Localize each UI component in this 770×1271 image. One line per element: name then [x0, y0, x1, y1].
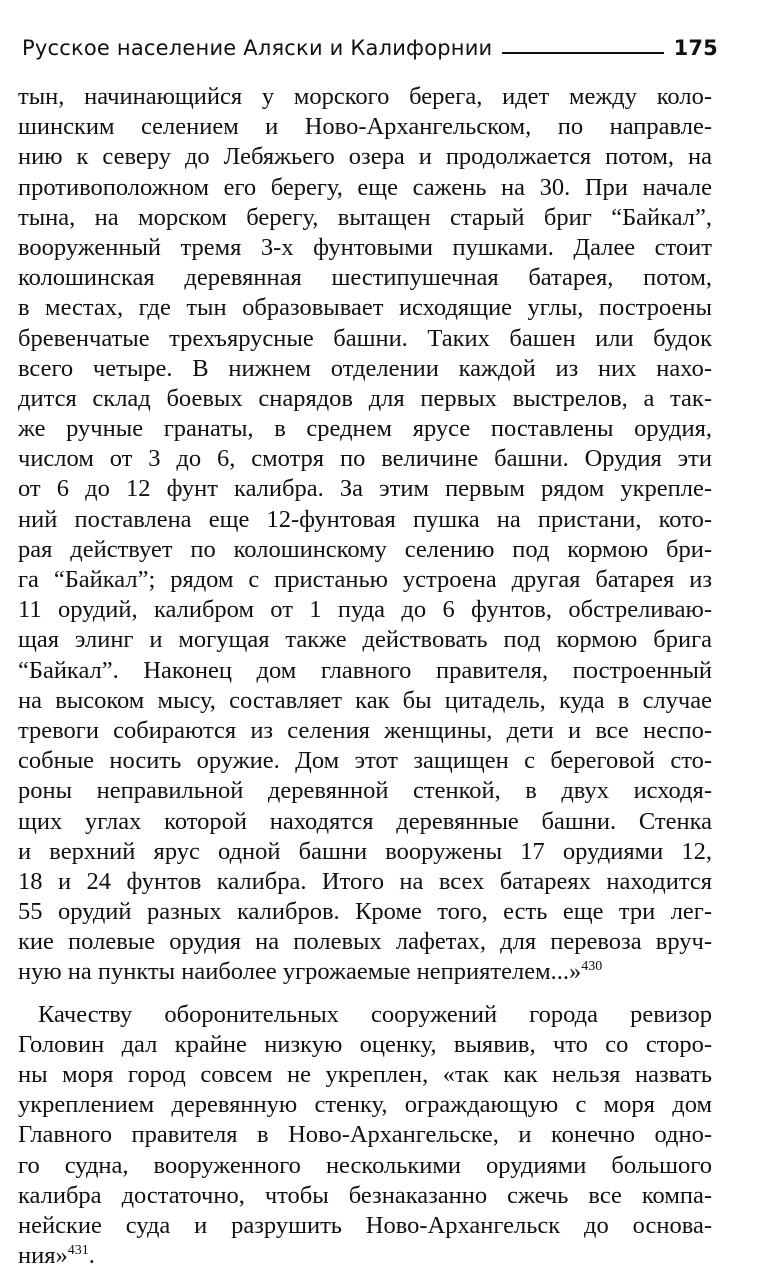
- text-line: тына, на морском берегу, вытащен старый бриг “Байкал”,: [18, 203, 712, 231]
- text-line: ны моря город совсем не укреплен, «так как нельзя назвать: [18, 1061, 712, 1088]
- text-line: от 6 до 12 фунт калибра. За этим первым рядом укрепле-: [18, 475, 712, 503]
- paragraph-1: [18, 82, 712, 988]
- text-line: щая элинг и могущая также действовать под кормою брига: [18, 626, 712, 654]
- text-line: Качеству оборонительных сооружений города ревизор: [38, 1000, 712, 1028]
- footnote-reference: 431: [67, 1242, 89, 1258]
- text-line: рая действует по колошинскому селению под кормою бри-: [18, 535, 712, 563]
- line-tail: .: [88, 1242, 95, 1270]
- text-line: противоположном его берегу, еще сажень на 30. При начале: [18, 173, 712, 201]
- page-number: 175: [673, 36, 718, 60]
- text-line-last: [18, 957, 712, 987]
- line-text: ную на пункты наиболее угрожаемые неприятелем...»: [18, 958, 582, 986]
- footnote-reference: 430: [581, 959, 603, 975]
- text-line: собные носить оружие. Дом этот защищен с береговой сто-: [18, 747, 712, 775]
- text-line: тревоги собираются из селения женщины, дети и все неспо-: [18, 716, 712, 744]
- text-line: вооруженный тремя 3-х фунтовыми пушками. Далее стоит: [18, 233, 712, 261]
- text-line: укреплением деревянную стенку, ограждающую с моря дом: [18, 1091, 712, 1119]
- text-line: и верхний ярус одной башни вооружены 17 орудиями 12,: [18, 837, 712, 865]
- line-text: ния»: [18, 1242, 68, 1270]
- text-line: нию к северу до Лебяжьего озера и продолжается потом, на: [18, 143, 712, 171]
- text-line: в местах, где тын образовывает исходящие углы, построены: [18, 294, 712, 322]
- text-line: Головин дал крайне низкую оценку, выявив, что со сторо-: [18, 1030, 712, 1058]
- text-line: Главного правителя в Ново-Архангельске, и конечно одно-: [18, 1121, 712, 1149]
- running-title: Русское население Аляски и Калифорнии: [22, 36, 493, 60]
- text-line: дится склад боевых снарядов для первых выстрелов, а так-: [18, 384, 712, 412]
- text-line: щих углах которой находятся деревянные башни. Стенка: [18, 807, 712, 835]
- text-line: нейские суда и разрушить Ново-Архангельск до основа-: [18, 1211, 712, 1239]
- text-line: всего четыре. В нижнем отделении каждой из них нахо-: [18, 354, 712, 382]
- text-line: роны неправильной деревянной стенкой, в двух исходя-: [18, 777, 712, 805]
- text-line: же ручные гранаты, в среднем ярусе поставлены орудия,: [18, 415, 712, 443]
- text-line: колошинская деревянная шестипушечная батарея, потом,: [18, 264, 712, 292]
- header-rule: [502, 52, 663, 54]
- text-line: шинским селением и Ново-Архангельском, по направле-: [18, 113, 712, 141]
- text-line: га “Байкал”; рядом с пристанью устроена другая батарея из: [18, 566, 712, 593]
- text-line-last: [18, 1241, 712, 1271]
- running-head: [22, 30, 718, 60]
- text-line: числом от 3 до 6, смотря по величине башни. Орудия эти: [18, 445, 712, 473]
- text-line: бревенчатые трехъярусные башни. Таких башен или будок: [18, 324, 712, 352]
- text-line: 11 орудий, калибром от 1 пуда до 6 фунтов, обстреливаю-: [18, 596, 712, 624]
- paragraph-2: [18, 1000, 712, 1271]
- text-line: го судна, вооруженного несколькими орудиями большого: [18, 1151, 712, 1179]
- text-line: тын, начинающийся у морского берега, идет между коло-: [18, 83, 712, 110]
- text-line: кие полевые орудия на полевых лафетах, для перевоза вруч-: [18, 928, 712, 956]
- body-text: [18, 82, 712, 1271]
- text-line: 18 и 24 фунтов калибра. Итого на всех батареях находится: [18, 867, 712, 895]
- text-line: ний поставлена еще 12-фунтовая пушка на пристани, кото-: [18, 505, 712, 533]
- paragraph-gap: [18, 988, 712, 1000]
- text-line: на высоком мысу, составляет как бы цитадель, куда в случае: [18, 686, 712, 714]
- text-line: калибра достаточно, чтобы безнаказанно сжечь все компа-: [18, 1181, 712, 1209]
- text-line: “Байкал”. Наконец дом главного правителя, построенный: [18, 656, 712, 684]
- text-line: 55 орудий разных калибров. Кроме того, есть еще три лег-: [18, 898, 712, 926]
